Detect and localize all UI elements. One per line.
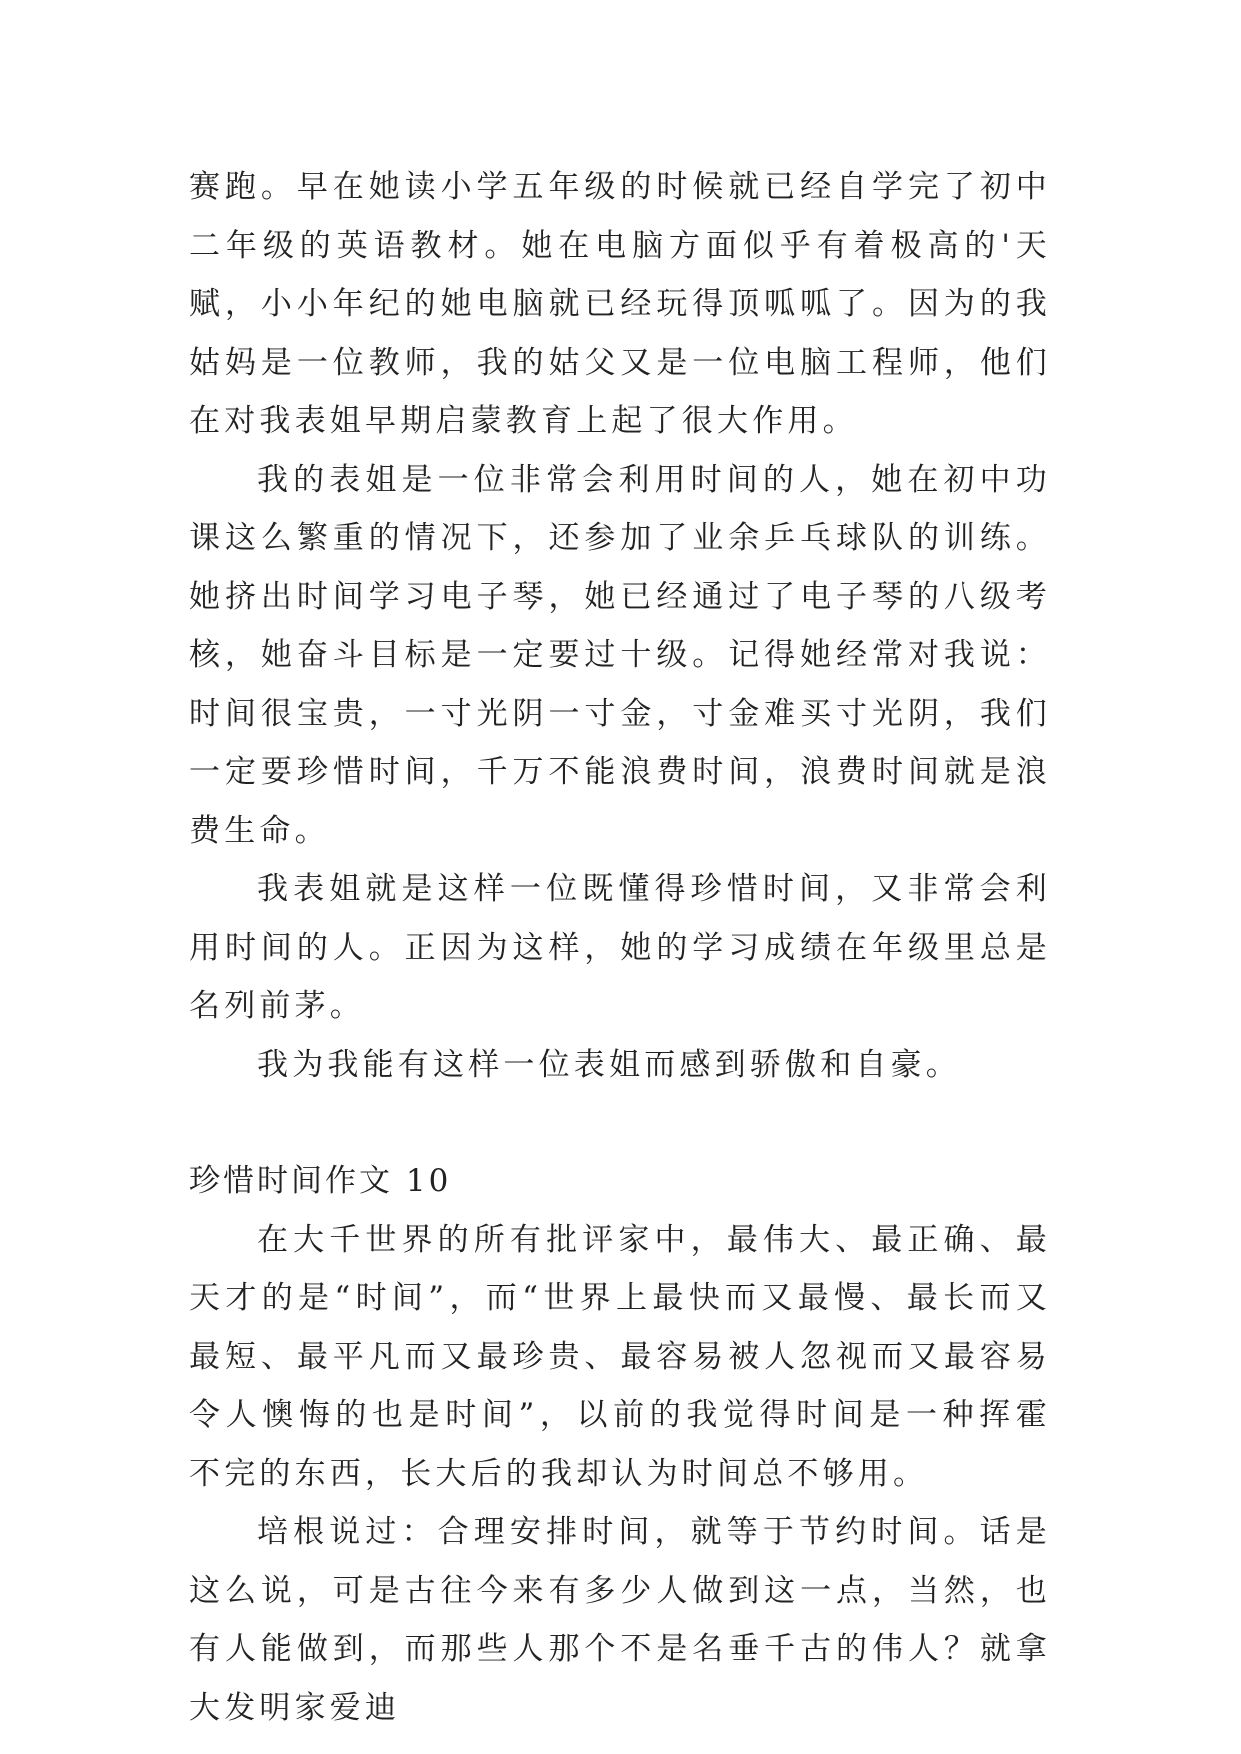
paragraph-critics: 在大千世界的所有批评家中，最伟大、最正确、最天才的是“时间”，而“世界上最快而又最慢、最长而又最短、最平凡而又最珍贵、最容易被人忽视而又最容易令人懊悔的也是时间”，以前的我觉得时间是一种挥霍不完的东西，长大后的我却认为时间总不够用。	[189, 1221, 1051, 1492]
section-gap	[189, 1094, 1051, 1152]
section-title: 珍惜时间作文 10	[189, 1163, 452, 1199]
paragraph-cousin-time-use: 我的表姐是一位非常会利用时间的人，她在初中功课这么繁重的情况下，还参加了业余乒乓球队的训练。她挤出时间学习电子琴，她已经通过了电子琴的八级考核，她奋斗目标是一定要过十级。记得她经常对我说：时间很宝贵，一寸光阴一寸金，寸金难买寸光阴，我们一定要珍惜时间，千万不能浪费时间，浪费时间就是浪费生命。	[189, 461, 1051, 849]
paragraph-continuation: 赛跑。早在她读小学五年级的时候就已经自学完了初中二年级的英语教材。她在电脑方面似乎有着极高的'天赋，小小年纪的她电脑就已经玩得顶呱呱了。因为的我姑妈是一位教师，我的姑父又是一位电脑工程师，他们在对我表姐早期启蒙教育上起了很大作用。	[189, 169, 1051, 439]
document-body	[189, 158, 1051, 1737]
paragraph-cousin-summary: 我表姐就是这样一位既懂得珍惜时间，又非常会利用时间的人。正因为这样，她的学习成绩在年级里总是名列前茅。	[189, 871, 1051, 1024]
paragraph-cousin-pride: 我为我能有这样一位表姐而感到骄傲和自豪。	[257, 1046, 961, 1083]
paragraph-bacon-quote: 培根说过：合理安排时间，就等于节约时间。话是这么说，可是古往今来有多少人做到这一点，当然，也有人能做到，而那些人那个不是名垂千古的伟人？就拿大发明家爱迪	[189, 1514, 1051, 1726]
